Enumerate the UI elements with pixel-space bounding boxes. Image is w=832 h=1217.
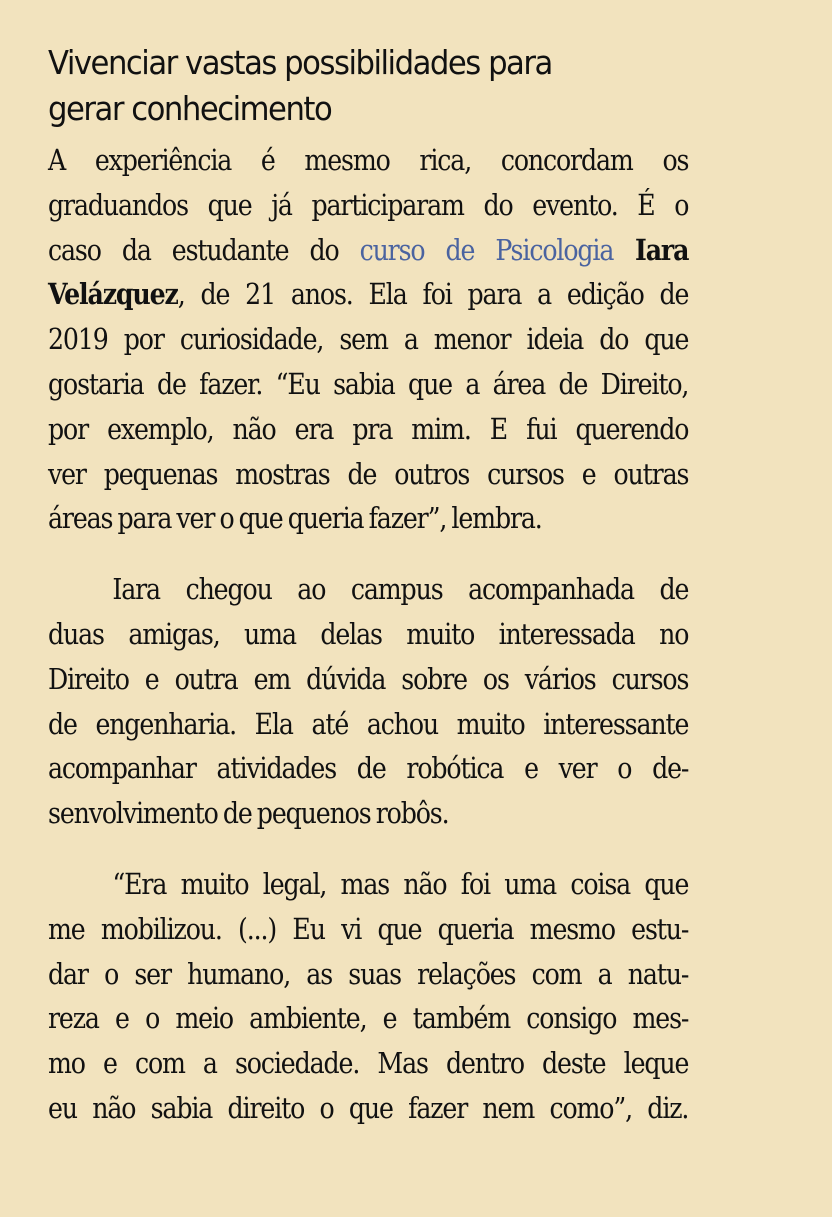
- text-line: dar o ser humano, as suas relações com a natu-: [48, 956, 689, 991]
- text-line: A experiência é mesmo rica, concordam os: [48, 143, 689, 177]
- text-line: por exemplo, não era pra mim. E fui querendo: [48, 411, 689, 446]
- text-line: gostaria de fazer. “Eu sabia que a área de Direito,: [48, 366, 689, 401]
- course-link[interactable]: curso de Psicologia: [359, 232, 614, 267]
- text-line: senvolvimento de pequenos robôs.: [48, 796, 449, 831]
- person-name-part: Iara: [613, 232, 689, 267]
- text-segment: , de 21 anos. Ela foi para a edição de: [177, 277, 689, 312]
- paragraph-1: [48, 138, 784, 541]
- text-line: acompanhar atividades de robótica e ver o de-: [48, 751, 689, 786]
- paragraph-3: [48, 862, 784, 1131]
- text-line: de engenharia. Ela até achou muito interessante: [48, 706, 689, 741]
- paragraph-2: [48, 567, 784, 836]
- text-segment: caso da estudante do: [48, 232, 360, 267]
- text-line: “Era muito legal, mas não foi uma coisa que: [112, 866, 689, 901]
- text-line: eu não sabia direito o que fazer nem como”, diz.: [48, 1090, 689, 1125]
- text-line: mo e com a sociedade. Mas dentro deste leque: [48, 1046, 689, 1081]
- heading-line: Vivenciar vastas possibilidades para: [48, 43, 552, 82]
- text-line: Iara chegou ao campus acompanhada de: [112, 572, 689, 607]
- text-line: duas amigas, uma delas muito interessada no: [48, 616, 689, 651]
- heading-line: gerar conhecimento: [48, 89, 332, 128]
- text-line: Direito e outra em dúvida sobre os vários cursos: [48, 661, 689, 696]
- text-line: reza e o meio ambiente, e também consigo mes-: [48, 1001, 689, 1036]
- text-line: [48, 228, 688, 273]
- text-line: ver pequenas mostras de outros cursos e outras: [48, 456, 689, 491]
- text-line: áreas para ver o que queria fazer”, lembra.: [48, 501, 542, 536]
- person-name-part: Velázquez: [48, 277, 178, 312]
- article-heading: [48, 40, 755, 132]
- text-line: graduandos que já participaram do evento. É o: [48, 187, 689, 222]
- text-line: [48, 272, 688, 317]
- text-line: me mobilizou. (...) Eu vi que queria mesmo estu-: [48, 911, 689, 946]
- text-line: 2019 por curiosidade, sem a menor ideia do que: [48, 322, 689, 357]
